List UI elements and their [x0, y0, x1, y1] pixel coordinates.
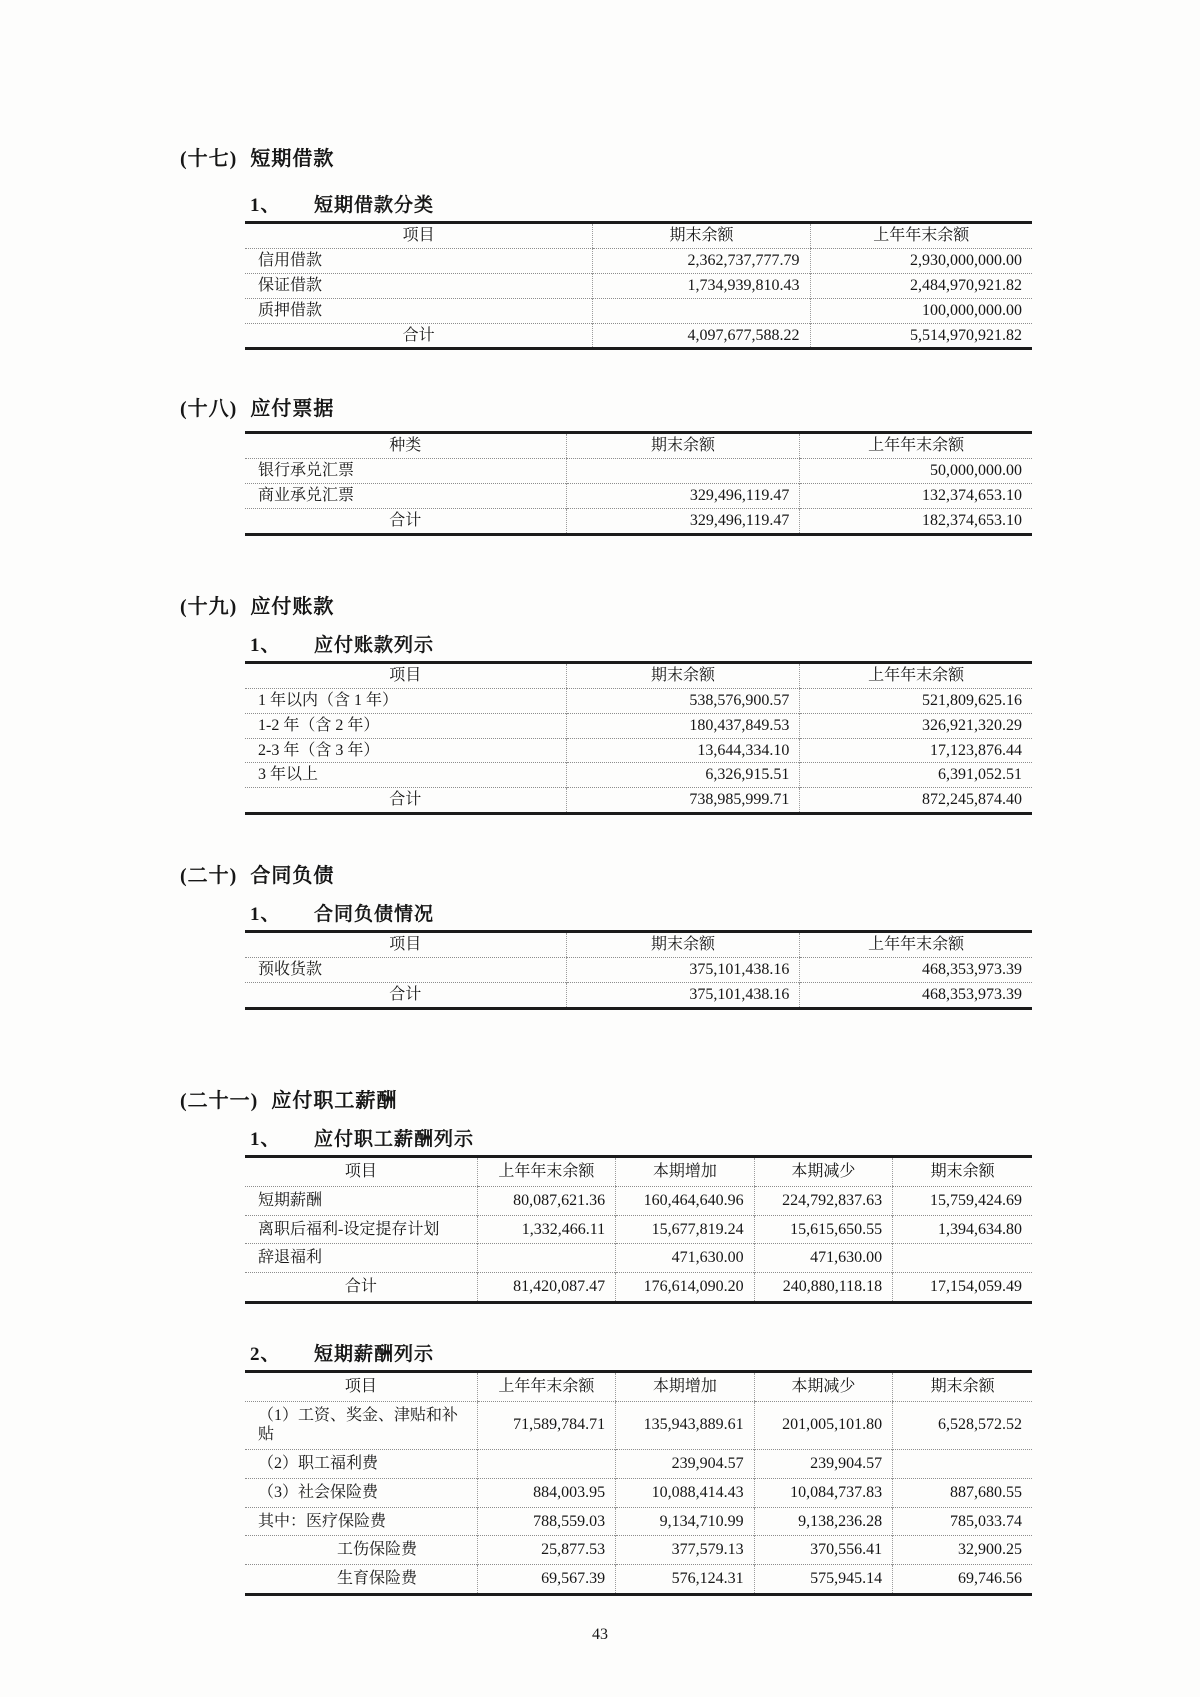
column-header: 项目 [245, 662, 566, 688]
cell-value: 329,496,119.47 [566, 509, 800, 535]
cell-value: 6,528,572.52 [893, 1402, 1032, 1450]
table-total-row [245, 982, 1032, 1008]
cell-value: 240,880,118.18 [754, 1273, 893, 1303]
cell-label: 工伤保险费 [245, 1536, 477, 1565]
table-row [245, 763, 1032, 788]
cell-value: 81,420,087.47 [477, 1273, 616, 1303]
cell-value: 239,904.57 [616, 1449, 755, 1478]
cell-label: 辞退福利 [245, 1244, 477, 1273]
cell-value: 10,088,414.43 [616, 1478, 755, 1507]
table-total-row [245, 509, 1032, 535]
column-header: 本期增加 [616, 1156, 755, 1186]
table-row [245, 1402, 1032, 1450]
cell-label: 预收货款 [258, 961, 323, 978]
cell-value: 884,003.95 [477, 1478, 616, 1507]
cell-label: 短期薪酬 [258, 1191, 323, 1209]
column-header: 项目 [245, 1372, 477, 1402]
cell-value: 182,374,653.10 [800, 509, 1032, 535]
cell-label: 3 年以上 [245, 763, 566, 788]
table-row [245, 1478, 1032, 1507]
section-21-subheading-1 [250, 1127, 1200, 1153]
table-header-row [245, 932, 1032, 958]
cell-value: 1,332,466.11 [477, 1215, 616, 1244]
cell-value: 9,134,710.99 [616, 1507, 755, 1536]
table-row [245, 688, 1032, 713]
cell-value: 10,084,737.83 [754, 1478, 893, 1507]
column-header: 本期增加 [616, 1372, 755, 1402]
section-title: 合同负债 [250, 865, 335, 888]
cell-value: 201,005,101.80 [754, 1402, 893, 1450]
table-row [245, 1244, 1032, 1273]
table-header-row [245, 433, 1032, 459]
column-header: 期末余额 [566, 433, 800, 459]
subsection-number: 1、 [250, 634, 281, 656]
cell-value: 15,759,424.69 [893, 1186, 1032, 1215]
cell-label: 其中：医疗保险费 [245, 1507, 477, 1536]
table-row [245, 484, 1032, 509]
cell-value: 100,000,000.00 [810, 298, 1032, 323]
column-header: 种类 [245, 433, 566, 459]
table-row [245, 459, 1032, 484]
column-header: 期末余额 [893, 1372, 1032, 1402]
subsection-title: 短期薪酬列示 [314, 1344, 435, 1366]
cell-value: 4,097,677,588.22 [593, 323, 810, 349]
table-header-row [245, 1156, 1032, 1186]
cell-value [893, 1449, 1032, 1478]
notes-payable-table [245, 431, 1032, 536]
section-title: 应付票据 [250, 398, 335, 421]
cell-value: 9,138,236.28 [754, 1507, 893, 1536]
cell-value: 785,033.74 [893, 1507, 1032, 1536]
cell-label: 1-2 年（含 2 年） [245, 713, 566, 738]
cell-value: 15,615,650.55 [754, 1215, 893, 1244]
column-header: 上年年末余额 [800, 662, 1032, 688]
column-header: 上年年末余额 [810, 223, 1032, 249]
subsection-title: 短期借款分类 [314, 195, 435, 216]
cell-value: 375,101,438.16 [566, 982, 800, 1008]
cell-value [593, 298, 810, 323]
subsection-number: 2、 [250, 1344, 281, 1366]
table-row [245, 1186, 1032, 1215]
section-20-heading [180, 863, 1200, 890]
subsection-title: 应付职工薪酬列示 [314, 1128, 475, 1150]
cell-value: 2,930,000,000.00 [810, 248, 1032, 273]
table-row [245, 958, 1032, 983]
cell-value: 471,630.00 [616, 1244, 755, 1273]
table-total-row [245, 323, 1032, 349]
cell-value: 69,567.39 [477, 1565, 616, 1595]
cell-value: 160,464,640.96 [616, 1186, 755, 1215]
short-term-compensation-detail-table [245, 1370, 1032, 1596]
section-17-subheading [250, 193, 1200, 219]
section-17-heading [180, 146, 1200, 173]
cell-value: 6,326,915.51 [566, 763, 800, 788]
cell-label: 保证借款 [245, 273, 593, 298]
cell-value: 329,496,119.47 [566, 484, 800, 509]
cell-label: 银行承兑汇票 [258, 462, 355, 480]
cell-value: 224,792,837.63 [754, 1186, 893, 1215]
section-20-subheading [250, 902, 1200, 928]
cell-value: 132,374,653.10 [800, 484, 1032, 509]
cell-value: 1,394,634.80 [893, 1215, 1032, 1244]
cell-value [566, 459, 800, 484]
column-header: 本期减少 [754, 1156, 893, 1186]
page-number: 43 [592, 1626, 608, 1644]
section-number: (十九) [180, 595, 238, 618]
cell-value: 239,904.57 [754, 1449, 893, 1478]
column-header: 上年年末余额 [800, 932, 1032, 958]
section-19-heading [180, 594, 1200, 621]
cell-value: 17,154,059.49 [893, 1273, 1032, 1303]
section-title: 短期借款 [250, 148, 335, 170]
cell-label: 合计 [245, 982, 566, 1008]
cell-label: 生育保险费 [245, 1565, 477, 1595]
section-number: (十七) [180, 148, 238, 170]
cell-label: 合计 [245, 509, 566, 535]
cell-value: 5,514,970,921.82 [810, 323, 1032, 349]
section-number: (二十) [180, 865, 238, 888]
cell-value: 538,576,900.57 [566, 688, 800, 713]
cell-value [477, 1244, 616, 1273]
column-header: 项目 [245, 932, 566, 958]
table-row [245, 248, 1032, 273]
table-row [245, 1536, 1032, 1565]
cell-value: 468,353,973.39 [800, 982, 1032, 1008]
cell-value: 71,589,784.71 [477, 1402, 616, 1450]
table-row [245, 1449, 1032, 1478]
cell-value: 50,000,000.00 [800, 459, 1032, 484]
cell-value: 576,124.31 [616, 1565, 755, 1595]
cell-value: 15,677,819.24 [616, 1215, 755, 1244]
cell-label: （2）职工福利费 [245, 1449, 477, 1478]
subsection-number: 1、 [250, 904, 281, 926]
section-21-subheading-2 [250, 1342, 1200, 1368]
table-row [245, 298, 1032, 323]
subsection-number: 1、 [250, 1128, 281, 1150]
column-header: 上年年末余额 [800, 433, 1032, 459]
section-19-subheading [250, 633, 1200, 659]
cell-label: （1）工资、奖金、津贴和补贴 [258, 1407, 459, 1443]
cell-value: 80,087,621.36 [477, 1186, 616, 1215]
section-number: (十八) [180, 398, 238, 421]
cell-value: 17,123,876.44 [800, 738, 1032, 763]
cell-label: 合计 [245, 1273, 477, 1303]
cell-value: 370,556.41 [754, 1536, 893, 1565]
cell-value [477, 1449, 616, 1478]
section-title: 应付职工薪酬 [271, 1089, 398, 1112]
cell-label: 2-3 年（含 3 年） [245, 738, 566, 763]
section-18-heading [180, 396, 1200, 423]
short-term-borrowings-table [245, 221, 1032, 350]
column-header: 期末余额 [893, 1156, 1032, 1186]
table-row [245, 273, 1032, 298]
cell-label: 信用借款 [258, 251, 323, 269]
table-header-row [245, 223, 1032, 249]
cell-value: 521,809,625.16 [800, 688, 1032, 713]
column-header: 项目 [245, 1156, 477, 1186]
cell-label: 合计 [245, 323, 593, 349]
table-row [245, 1215, 1032, 1244]
cell-value: 25,877.53 [477, 1536, 616, 1565]
cell-label: 商业承兑汇票 [245, 484, 566, 509]
cell-value: 176,614,090.20 [616, 1273, 755, 1303]
cell-value: 6,391,052.51 [800, 763, 1032, 788]
cell-value: 1,734,939,810.43 [593, 273, 810, 298]
accounts-payable-aging-table [245, 661, 1032, 815]
table-header-row [245, 662, 1032, 688]
cell-value: 326,921,320.29 [800, 713, 1032, 738]
cell-value [893, 1244, 1032, 1273]
cell-value: 872,245,874.40 [800, 788, 1032, 814]
subsection-number: 1、 [250, 195, 281, 216]
table-header-row [245, 1372, 1032, 1402]
column-header: 期末余额 [566, 662, 800, 688]
table-total-row [245, 788, 1032, 814]
cell-value: 468,353,973.39 [800, 958, 1032, 983]
table-row [245, 1565, 1032, 1595]
cell-value: 2,362,737,777.79 [593, 248, 810, 273]
cell-value: 135,943,889.61 [616, 1402, 755, 1450]
column-header: 本期减少 [754, 1372, 893, 1402]
cell-value: 180,437,849.53 [566, 713, 800, 738]
cell-value: 375,101,438.16 [566, 958, 800, 983]
column-header: 上年年末余额 [477, 1156, 616, 1186]
column-header: 期末余额 [566, 932, 800, 958]
employee-compensation-table [245, 1155, 1032, 1304]
table-total-row [245, 1273, 1032, 1303]
cell-value: 471,630.00 [754, 1244, 893, 1273]
subsection-title: 合同负债情况 [314, 904, 435, 926]
cell-value: 788,559.03 [477, 1507, 616, 1536]
cell-value: 32,900.25 [893, 1536, 1032, 1565]
table-row [245, 1507, 1032, 1536]
section-21-heading [180, 1088, 1200, 1115]
table-row [245, 713, 1032, 738]
cell-value: 13,644,334.10 [566, 738, 800, 763]
column-header: 期末余额 [593, 223, 810, 249]
cell-value: 738,985,999.71 [566, 788, 800, 814]
column-header: 上年年末余额 [477, 1372, 616, 1402]
subsection-title: 应付账款列示 [314, 634, 435, 656]
cell-value: 69,746.56 [893, 1565, 1032, 1595]
section-title: 应付账款 [250, 595, 335, 618]
cell-label: 合计 [245, 788, 566, 814]
cell-label: 1 年以内（含 1 年） [258, 691, 399, 709]
cell-value: 887,680.55 [893, 1478, 1032, 1507]
table-row [245, 738, 1032, 763]
cell-value: 377,579.13 [616, 1536, 755, 1565]
cell-label: （3）社会保险费 [245, 1478, 477, 1507]
column-header: 项目 [245, 223, 593, 249]
section-number: (二十一) [180, 1089, 259, 1112]
cell-value: 575,945.14 [754, 1565, 893, 1595]
contract-liabilities-table [245, 930, 1032, 1010]
cell-value: 2,484,970,921.82 [810, 273, 1032, 298]
cell-label: 离职后福利-设定提存计划 [245, 1215, 477, 1244]
cell-label: 质押借款 [245, 298, 593, 323]
